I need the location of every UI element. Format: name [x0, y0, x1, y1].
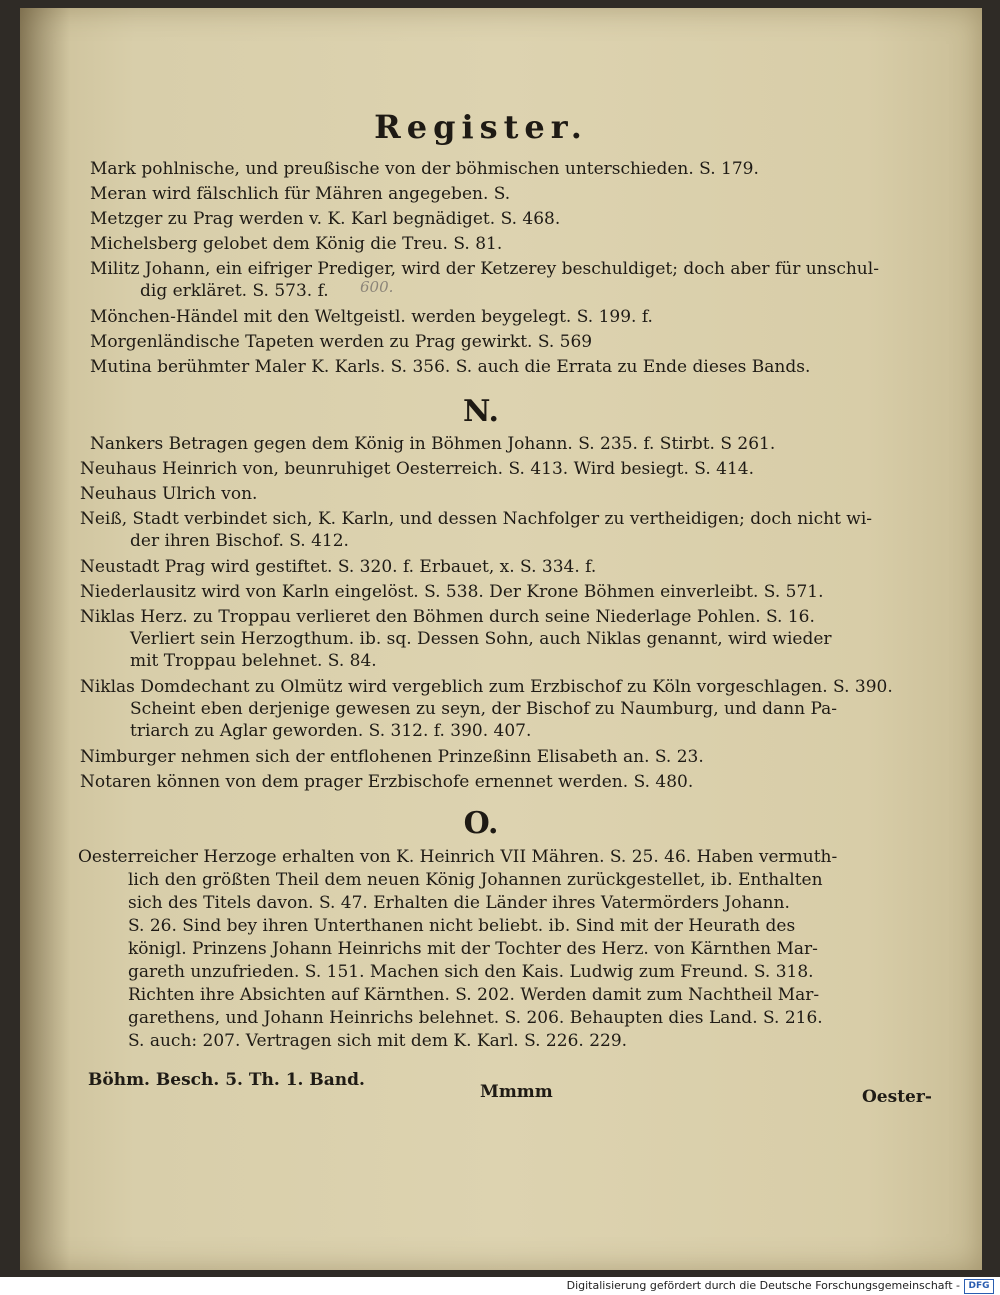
- entry-oesterreicher: Oesterreicher Herzoge erhalten von K. Heinrich VII Mähren. S. 25. 46. Haben vermuth-: [78, 847, 838, 867]
- entry-niklas-domdechant: Niklas Domdechant zu Olmütz wird vergeblich zum Erzbischof zu Köln vorgeschlagen. S. 390.: [80, 677, 893, 697]
- entry-niklas-herz: Niklas Herz. zu Troppau verlieret den Böhmen durch seine Niederlage Pohlen. S. 16.: [80, 607, 815, 627]
- entry-niederlausitz: Niederlausitz wird von Karln eingelöst. S. 538. Der Krone Böhmen einverleibt. S. 571.: [80, 582, 824, 602]
- funding-caption-text: Digitalisierung gefördert durch die Deutsche Forschungsgemeinschaft -: [566, 1279, 960, 1292]
- entry-neustadt: Neustadt Prag wird gestiftet. S. 320. f. Erbauet, x. S. 334. f.: [80, 557, 597, 577]
- entry-metzger: Metzger zu Prag werden v. K. Karl begnädiget. S. 468.: [90, 209, 561, 229]
- signature-left: Böhm. Besch. 5. Th. 1. Band.: [88, 1070, 365, 1090]
- entry-niklas-domdechant-cont1: Scheint eben derjenige gewesen zu seyn, der Bischof zu Naumburg, und dann Pa-: [130, 699, 838, 719]
- entry-militz: Militz Johann, ein eifriger Prediger, wird der Ketzerey beschuldiget; doch aber für unschul-: [90, 259, 879, 279]
- entry-morgenlaendische: Morgenländische Tapeten werden zu Prag gewirkt. S. 569: [90, 332, 593, 352]
- entry-oesterreicher-cont5: gareth unzufrieden. S. 151. Machen sich den Kais. Ludwig zum Freund. S. 318.: [128, 962, 814, 982]
- entry-niklas-herz-cont2: mit Troppau belehnet. S. 84.: [130, 651, 377, 671]
- page-title: Register.: [374, 108, 588, 146]
- section-letter-o: O.: [463, 806, 499, 841]
- entry-mark: Mark pohlnische, und preußische von der böhmischen unterschieden. S. 179.: [90, 159, 759, 179]
- entry-notaren: Notaren können von dem prager Erzbischofe ernennet werden. S. 480.: [80, 772, 694, 792]
- entry-oesterreicher-cont1: lich den größten Theil dem neuen König Johannen zurückgestellet, ib. Enthalten: [128, 870, 823, 890]
- entry-oesterreicher-cont2: sich des Titels davon. S. 47. Erhalten die Länder ihres Vatermörders Johann.: [128, 893, 790, 913]
- entry-mutina: Mutina berühmter Maler K. Karls. S. 356. S. auch die Errata zu Ende dieses Bands.: [90, 357, 811, 377]
- entry-militz-cont: dig erkläret. S. 573. f.: [140, 281, 329, 301]
- dfg-logo: DFG: [964, 1279, 994, 1294]
- page-gutter: [20, 8, 70, 1270]
- pencil-note: 600.: [360, 278, 394, 296]
- entry-oesterreicher-cont7: garethens, und Johann Heinrichs belehnet. S. 206. Behaupten dies Land. S. 216.: [128, 1008, 823, 1028]
- entry-niklas-herz-cont1: Verliert sein Herzogthum. ib. sq. Dessen Sohn, auch Niklas genannt, wird wieder: [130, 629, 832, 649]
- entry-niklas-domdechant-cont2: triarch zu Aglar geworden. S. 312. f. 390. 407.: [130, 721, 532, 741]
- entry-neiss-cont: der ihren Bischof. S. 412.: [130, 531, 349, 551]
- funding-caption-bar: [0, 1277, 1000, 1295]
- signature-mark: Mmmm: [480, 1082, 553, 1102]
- entry-nankers: Nankers Betragen gegen dem König in Böhmen Johann. S. 235. f. Stirbt. S 261.: [90, 434, 776, 454]
- entry-oesterreicher-cont8: S. auch: 207. Vertragen sich mit dem K. Karl. S. 226. 229.: [128, 1031, 628, 1051]
- catchword: Oester-: [862, 1087, 932, 1107]
- entry-oesterreicher-cont4: königl. Prinzens Johann Heinrichs mit der Tochter des Herz. von Kärnthen Mar-: [128, 939, 818, 959]
- entry-michelsberg: Michelsberg gelobet dem König die Treu. S. 81.: [90, 234, 503, 254]
- entry-oesterreicher-cont6: Richten ihre Absichten auf Kärnthen. S. 202. Werden damit zum Nachtheil Mar-: [128, 985, 820, 1005]
- entry-neuhaus-heinrich: Neuhaus Heinrich von, beunruhiget Oesterreich. S. 413. Wird besiegt. S. 414.: [80, 459, 754, 479]
- entry-meran: Meran wird fälschlich für Mähren angegeben. S.: [90, 184, 511, 204]
- entry-neuhaus-ulrich: Neuhaus Ulrich von.: [80, 484, 258, 504]
- entry-nimburger: Nimburger nehmen sich der entflohenen Prinzeßinn Elisabeth an. S. 23.: [80, 747, 704, 767]
- entry-oesterreicher-cont3: S. 26. Sind bey ihren Unterthanen nicht beliebt. ib. Sind mit der Heurath des: [128, 916, 796, 936]
- section-letter-n: N.: [463, 394, 499, 429]
- entry-neiss: Neiß, Stadt verbindet sich, K. Karln, und dessen Nachfolger zu vertheidigen; doch nicht wi-: [80, 509, 873, 529]
- entry-moenchen: Mönchen-Händel mit den Weltgeistl. werden beygelegt. S. 199. f.: [90, 307, 653, 327]
